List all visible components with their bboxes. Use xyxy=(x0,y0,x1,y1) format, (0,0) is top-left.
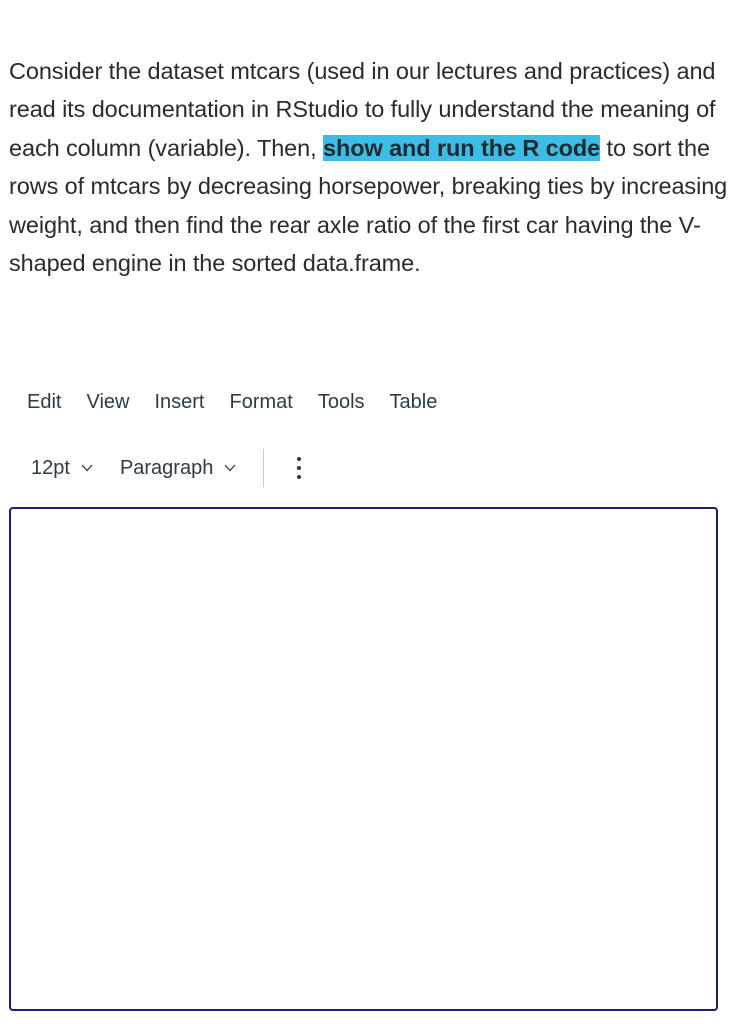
chevron-down-icon xyxy=(223,461,237,475)
menu-tools[interactable]: Tools xyxy=(317,391,365,413)
editor-toolbar xyxy=(31,448,304,488)
more-vertical-icon[interactable] xyxy=(294,457,304,479)
question-highlight: show and run the R code xyxy=(322,134,601,161)
menu-view[interactable]: View xyxy=(86,391,130,413)
menu-edit[interactable]: Edit xyxy=(27,391,62,413)
question-text-before: Consider the dataset mtcars (used in our lectures and practices) and read its documentation in RStudio to fully understand the meaning of each column (variable). Then, xyxy=(9,58,716,161)
question-text xyxy=(9,52,729,282)
block-format-value: Paragraph xyxy=(119,456,214,479)
block-format-select[interactable] xyxy=(120,457,237,480)
font-size-value: 12pt xyxy=(31,456,70,479)
question-text-after: to sort the rows of mtcars by decreasing horsepower, breaking ties by increasing weight, and then find the rear axle ratio of the first car having the V-shaped engine in the sorted data.frame. xyxy=(9,134,728,277)
font-size-select[interactable] xyxy=(31,457,94,480)
editor-menubar xyxy=(27,391,462,414)
rich-text-editor-area[interactable] xyxy=(9,507,718,1011)
menu-table[interactable]: Table xyxy=(389,391,438,413)
chevron-down-icon xyxy=(80,461,94,475)
toolbar-divider xyxy=(263,449,264,487)
menu-insert[interactable]: Insert xyxy=(154,391,205,413)
menu-format[interactable]: Format xyxy=(229,391,293,413)
